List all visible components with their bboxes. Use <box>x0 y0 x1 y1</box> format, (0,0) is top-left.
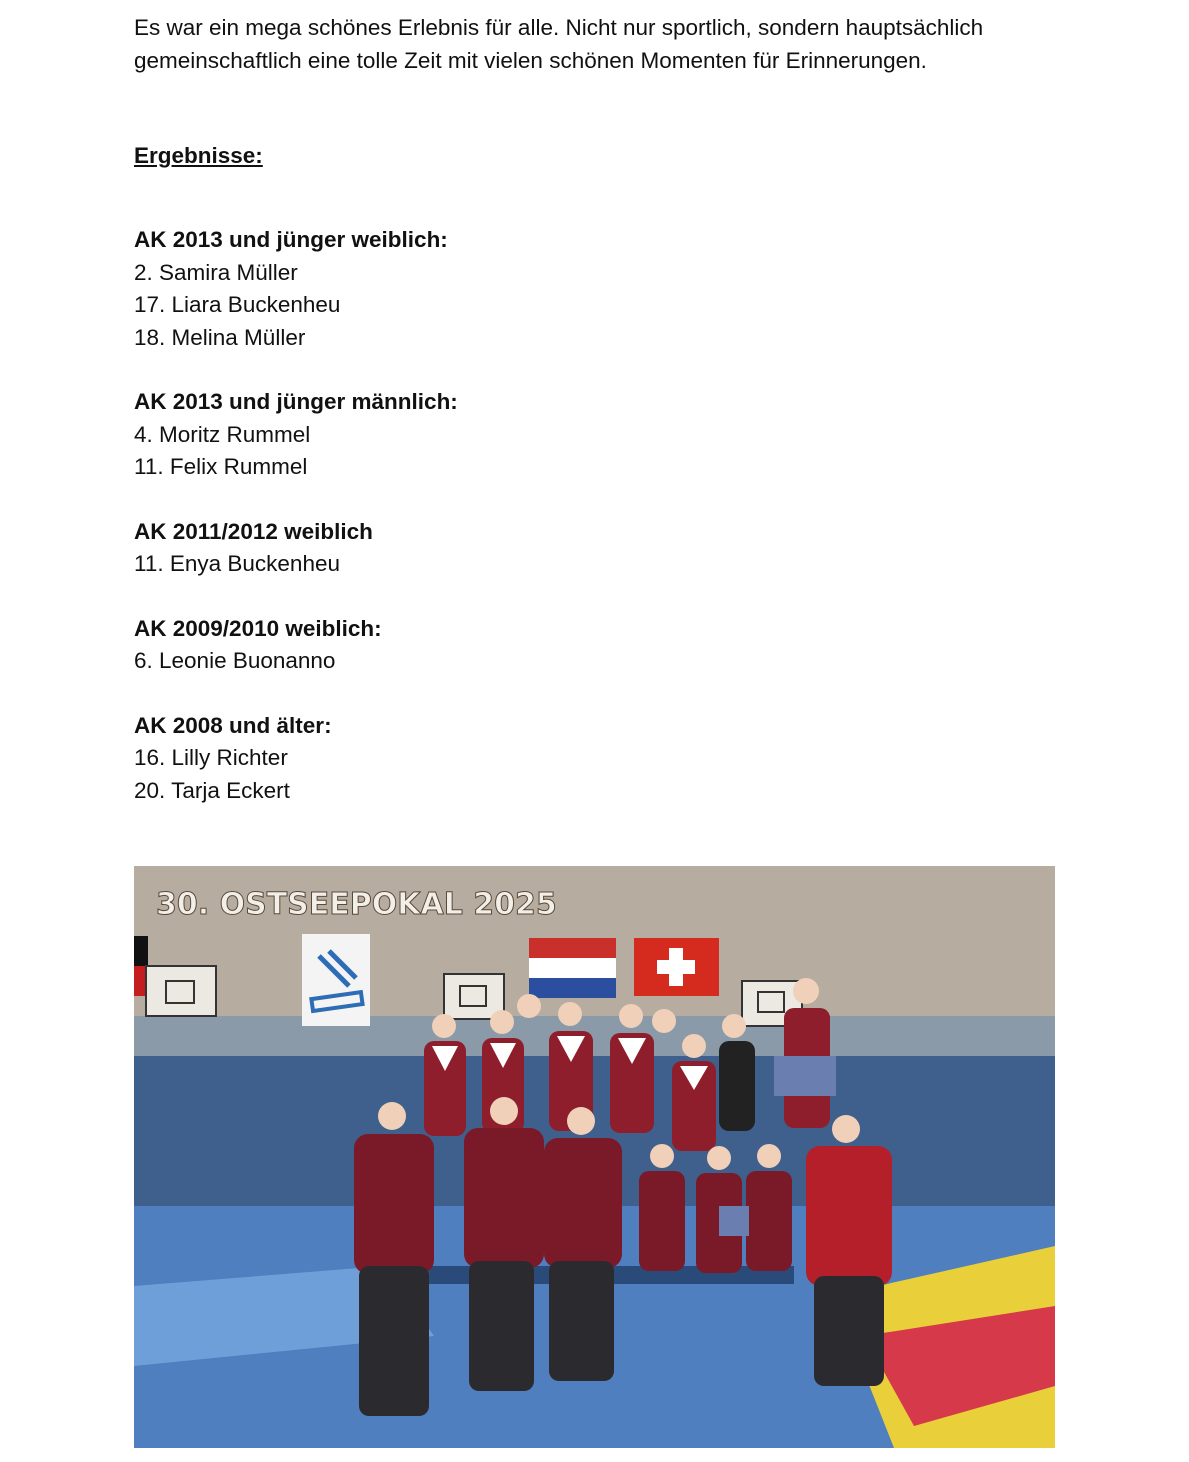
basketball-hoop-left <box>146 966 216 1016</box>
result-group <box>134 386 458 484</box>
result-group <box>134 710 458 808</box>
results-list <box>134 224 458 839</box>
result-entry: 6. Leonie Buonanno <box>134 648 336 673</box>
team-photo-illustration <box>134 866 1055 1448</box>
document-page <box>134 12 1064 803</box>
result-group <box>134 613 458 678</box>
result-entry: 11. Enya Buckenheu <box>134 551 340 576</box>
result-group <box>134 224 458 354</box>
result-entry: 4. Moritz Rummel <box>134 421 311 447</box>
wall-stripe <box>134 1016 1055 1056</box>
event-logo-sign <box>302 934 370 1026</box>
result-entry: 11. Felix Rummel <box>134 454 308 479</box>
group-title: AK 2013 und jünger männlich: <box>134 389 458 414</box>
group-title: AK 2008 und älter: <box>134 712 332 738</box>
trophy-small <box>719 1206 749 1236</box>
group-title: AK 2011/2012 weiblich <box>134 518 373 544</box>
netherlands-flag <box>529 938 616 998</box>
swiss-flag <box>634 938 719 996</box>
result-entry: 20. Tarja Eckert <box>134 777 290 803</box>
banner-text: 30. OSTSEEPOKAL 2025 <box>156 887 557 922</box>
group-title: AK 2013 und jünger weiblich: <box>134 227 448 252</box>
basketball-hoop-mid <box>444 974 504 1019</box>
trophy <box>774 1056 836 1096</box>
result-group <box>134 516 458 581</box>
result-entry: 16. Lilly Richter <box>134 745 288 770</box>
result-entry: 2. Samira Müller <box>134 259 298 285</box>
results-heading: Ergebnisse: <box>134 143 263 168</box>
team-photo <box>134 866 1055 1448</box>
result-entry: 17. Liara Buckenheu <box>134 292 341 317</box>
intro-line-1: Es war ein mega schönes Erlebnis für alle. Nicht nur sportlich, sondern hauptsächlich <box>134 15 984 40</box>
intro-line-2: gemeinschaftlich eine tolle Zeit mit vielen schönen Momenten für Erinnerungen. <box>134 47 927 73</box>
group-title: AK 2009/2010 weiblich: <box>134 615 382 641</box>
result-entry: 18. Melina Müller <box>134 324 306 350</box>
